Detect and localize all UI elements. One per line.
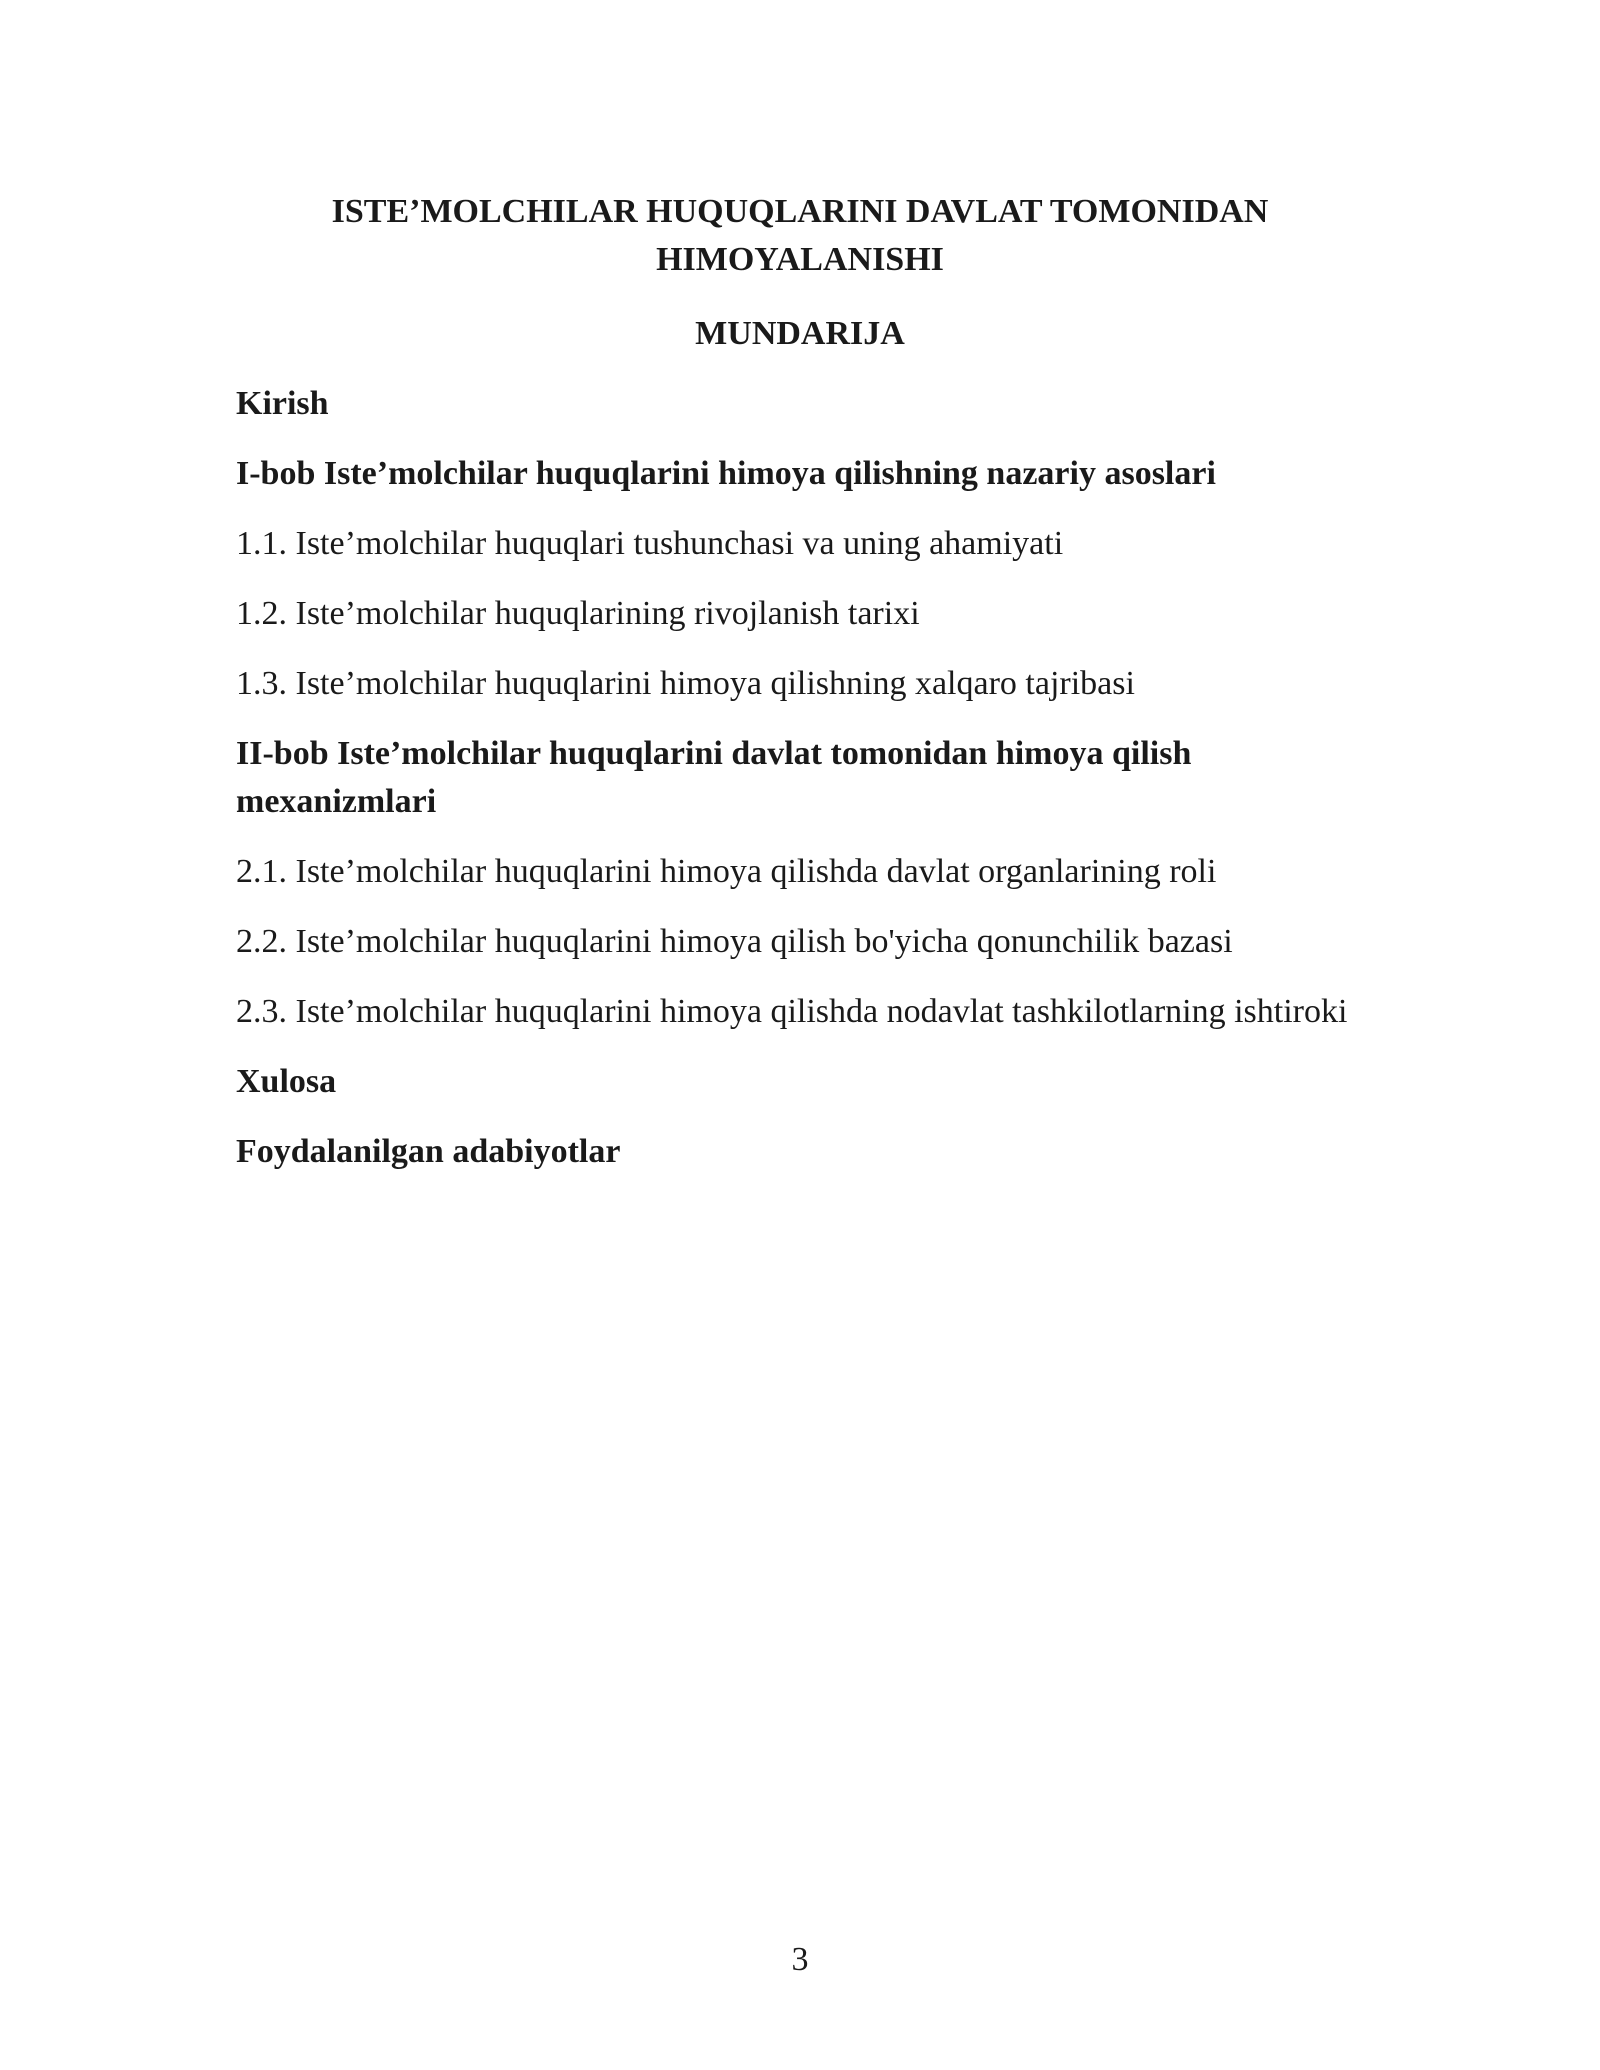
page-number: 3 [791, 1941, 809, 1978]
document-title-line-2: HIMOYALANISHI [656, 241, 944, 278]
toc-item-section-1-3: 1.3. Iste’molchilar huquqlarini himoya qilishning xalqaro tajribasi [236, 665, 1135, 702]
toc-item-section-1-2: 1.2. Iste’molchilar huquqlarining rivojlanish tarixi [236, 595, 920, 632]
toc-item-section-1-1: 1.1. Iste’molchilar huquqlari tushunchasi va uning ahamiyati [236, 525, 1064, 562]
document-title-line-1: ISTE’MOLCHILAR HUQUQLARINI DAVLAT TOMONIDAN [331, 193, 1269, 230]
toc-item-references: Foydalanilgan adabiyotlar [236, 1133, 621, 1170]
toc-item-chapter-1: I-bob Iste’molchilar huquqlarini himoya qilishning nazariy asoslari [236, 455, 1216, 492]
contents-heading: MUNDARIJA [695, 315, 905, 352]
table-of-contents [236, 380, 1364, 1198]
toc-item-xulosa: Xulosa [236, 1063, 337, 1100]
toc-item-section-2-1: 2.1. Iste’molchilar huquqlarini himoya qilishda davlat organlarining roli [236, 853, 1217, 890]
toc-item-chapter-2: II-bob Iste’molchilar huquqlarini davlat tomonidan himoya qilish mexanizmlari [236, 735, 1192, 820]
toc-item-section-2-2: 2.2. Iste’molchilar huquqlarini himoya qilish bo'yicha qonunchilik bazasi [236, 923, 1233, 960]
toc-item-kirish: Kirish [236, 385, 329, 422]
toc-item-section-2-3: 2.3. Iste’molchilar huquqlarini himoya qilishda nodavlat tashkilotlarning ishtiroki [236, 993, 1348, 1030]
document-title [236, 188, 1364, 284]
